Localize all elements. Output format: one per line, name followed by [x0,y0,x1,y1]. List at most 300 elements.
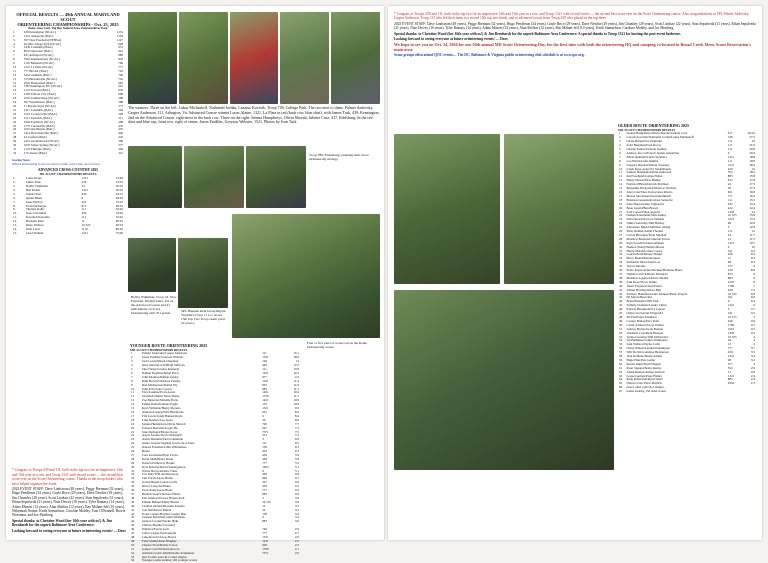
time-cell: 3:5 [294,503,299,508]
time-cell: 4:7 [750,322,755,327]
name-cell: Mason Stevenson/Owen Reinhardt [626,193,671,198]
name-cell: Dale Lucas [25,226,41,231]
time-cell: 3:5 [750,350,755,355]
name-cell: Will Da Silva/Andrea Henderson [626,350,669,355]
unit-cell: 111 [81,215,87,220]
unit-cell: 883 [262,386,267,391]
place-cell: 24 [13,119,17,124]
unit-cell: 422 [81,199,87,204]
unit-cell: 10 325 [727,291,737,296]
time-cell: 18:0 [293,355,299,360]
time-cell: 4:2 [294,488,299,493]
name-cell: Chase Bergan/Joe Engblom [626,139,662,144]
place-cell: 7. [13,199,16,204]
unit-cell: 10 125 [262,499,271,504]
place-cell: 23 [619,217,623,222]
unit-cell: 111 [81,207,87,212]
older-results [618,124,756,394]
results-page-right [388,6,762,540]
time-cell: 11:4 [293,378,299,383]
place-cell: 8 [13,57,15,62]
name-cell: Zachary Hamiltons/Jake Johnson/Mark Vergara [626,291,688,296]
unit-cell: 1221 Cockeysville (BAC) [23,111,58,116]
unit-cell: 432 [262,449,267,454]
place-cell: 2. [13,180,16,185]
name-cell: Alden Remax/Aimee Jackson [626,369,665,374]
place-cell: 44 [619,299,623,304]
place-cell: 31 [619,248,623,253]
unit-cell: 98 [727,221,731,226]
place-cell: 48 [619,314,623,319]
name-cell: Walter Berry/Andrew Fauls [141,468,178,473]
time-cell [742,390,756,394]
scoring-notes [12,159,124,167]
place-cell: 28 [131,456,135,461]
time-cell: 3:7 [750,346,755,351]
place-cell: 24 [619,221,623,226]
place-cell: 27 [619,232,623,237]
unit-cell: 1125 Bethesda (NCAC) [23,61,55,66]
place-cell: 48 [131,534,135,539]
unit-cell: 1321 [262,406,269,411]
unit-cell: 1421 [262,398,269,403]
left-bottom-text [12,468,128,534]
time-cell: 9 [753,264,755,269]
time-cell: 48:30 [115,195,123,200]
unit-cell: 601 [727,189,733,194]
name-cell: Younger teams totaling 192 younger scouts [141,558,198,563]
place-cell: 33 [619,256,623,261]
name-cell: Kyle Sewell/Jordan Gallahan [626,240,664,245]
time-cell: 4 [753,338,755,343]
unit-cell: 1114 Towson (BAC) [23,88,51,93]
place-cell: 9 [13,61,15,66]
name-cell: Patrick O'Brien/Derrick Perlman [626,182,669,187]
time-cell: 511 [118,115,123,120]
time-cell: 8:0 [294,417,299,422]
place-cell: 27 [13,131,17,136]
unit-cell: 1321 [81,176,88,181]
time-cell: 12:8 [749,221,755,226]
hope-line: We hope to see you on Oct. 24, 2026 for our 50th annual MD Scout Orienteering Day, for the first time with both the orienteering HQ and camping co-located in Broad Creek Mem. Scout Reservation's main area. [394,42,752,53]
time-cell: 10:9 [293,398,299,403]
table-row [618,390,756,394]
place-cell: 34 [131,480,135,485]
name-cell: Ryan Williams/Henry Moreno [141,406,181,411]
name-cell: Nathan Pagliaro/Julian Polcy [141,370,180,375]
time-cell: 3:9 [294,495,299,500]
unit-cell: 397 Westminster (BAC) [23,100,55,105]
name-cell: John Erby/Gabe Gyson [141,386,172,391]
name-cell: Benjamin Fitzgerald/Winslow Wachtel [626,186,677,191]
place-cell: 43 [131,515,135,520]
place-cell: 14 [619,182,623,187]
place-cell: 4. [13,187,16,192]
unit-cell: 100 Glen Burnie (BAC) [23,127,55,132]
time-cell: 3:2 [294,511,299,516]
unit-cell: 9 [262,468,264,473]
place-cell: 49 [131,538,135,543]
unit-cell: 327 [262,480,267,485]
time-cell: 54:02 [115,211,123,216]
unit-cell: 777 [262,460,267,465]
place-cell: 54 [619,338,623,343]
place-cell: 30 [131,464,135,469]
winners-photo-strip [128,12,380,104]
unit-cell: 777 [262,531,267,536]
unit-cell: 439 [262,472,267,477]
time-cell: 2:8 [750,369,755,374]
time-cell [284,559,300,563]
name-cell: Brendan Kent [25,219,44,224]
time-cell: 8:6 [294,409,299,414]
name-cell: Alex Antonucci/William Sullivan [141,363,185,368]
time-cell: 3:2 [294,515,299,520]
time-cell: 17:8 [749,178,755,183]
name-cell: Palmer Sadovsky/Casper Anderson [141,351,187,356]
name-cell: plus 6 other pairs & 3 singles [626,385,664,390]
name-cell: Andrew Zucco/Everett Jaeden Ackerman [626,150,680,155]
name-cell: Kyle Roberts/David Vandegriesen [141,464,186,469]
time-cell: 432 [118,135,123,140]
place-cell: 26 [13,127,17,132]
name-cell: Jeremiah Shulla/Tolen Thatse [141,394,180,399]
time-cell: 5:1 [294,468,299,473]
unit-cell: 10 325 [727,334,737,339]
unit-cell: 777 [727,193,733,198]
place-cell: 5. [13,191,16,196]
unit-cell: 24 [81,184,85,188]
unit-cell: 855 Edgewater (BAC) [23,49,53,54]
name-cell: Sam Rose/Victor Kumo [626,279,657,284]
time-cell: 2:9 [750,365,755,370]
place-cell: 37 [131,492,135,497]
name-cell: Luke Revetts/Lucas Hayes [141,534,177,539]
name-cell: Caleb Rose-Acker/Ty Seidenbaum [626,166,671,171]
bottom-thanks: Special thanks: to Christine Wood (her 16th year with us!) & Jim Bernhardt for the superb Baltimore Area Conference. [12,518,112,528]
unit-cell: 3 [262,437,264,442]
name-cell: Ruth Brown/Charlotte Paulley [141,378,181,383]
place-cell: 20 [619,205,623,210]
unit-cell: 111 [727,143,733,148]
time-cell: 818 [118,57,123,62]
name-cell: Aaron Hawkins/Jared Glenderin [141,437,184,442]
place-cell: 12 [619,174,623,179]
time-cell: 540 [118,107,123,112]
place-cell: 1 [619,131,621,136]
name-cell: Sienna Humphreys/Olivia Shavalt/Juliette Cruz [626,131,688,136]
time-cell: 11:1 [293,386,299,391]
bottom-signoff: Looking forward to seeing everyone at future orienteering events! — Dave [12,528,126,533]
name-cell: Matthew Bostian/Cameron Torres [626,236,670,241]
unit-cell: 44 Crofton (BAC) [23,135,48,140]
unit-cell [727,390,743,394]
time-cell: 3 [753,361,755,366]
unit-cell: 1439 Columbia (BAC) [23,45,53,50]
name-cell: Louis Kraus [25,176,42,181]
time-cell: 498 [118,119,123,124]
name-cell: plus 8 other pairs & 2 other singles [141,554,187,559]
place-cell: 11 [13,68,17,73]
time-cell: 15:4 [749,201,755,206]
time-cell: 777 [118,64,123,69]
unit-cell: 10 125 [727,314,737,319]
name-cell: Ezra Koskina/Evan Aaron [141,390,176,395]
place-cell: 9. [13,207,16,212]
unit-cell: 439 [727,166,733,171]
name-cell: June Dymond/Eliana Dover [141,429,178,434]
time-cell: 4:7 [294,476,299,481]
name-cell: Ronan Dunn/Noah Wagner [626,361,662,366]
unit-cell: 1450 [727,330,735,335]
name-cell: Jack Lewis/Marek Chapman [141,359,179,364]
place-cell: 15 [13,84,17,89]
time-cell: 36:32 [115,187,123,192]
unit-cell: 3 [727,225,730,230]
time-cell: 2:2 [294,374,299,379]
name-cell: Eli Paul/Glen Adamson [626,314,657,319]
place-cell: 13 [619,178,623,183]
name-cell: Leo Harris/Liam Jenkins [626,158,659,163]
time-cell: 399 [118,139,123,144]
table-row [12,232,124,236]
name-cell: Sienna Humphreys/Olivia Shavalt [141,421,186,426]
unit-cell: 777 [262,488,267,493]
troop-883-caption: Troop 883, Eldersburg, planning their Score Orienteering strategy. [308,152,378,162]
place-cell: 26 [619,229,623,234]
place-cell: 30 [13,143,17,148]
place-cell: 64 [619,377,623,382]
notes-body: Official Orienteering Scores are based on time, point value, and accuracy. [12,161,101,166]
time-cell: 528 [118,111,123,116]
place-cell: 65 [619,381,623,386]
place-cell: 2 [619,135,621,140]
time-cell: 16:4 [749,193,755,198]
name-cell: Jakari Ferguson/Juan Pierre [626,283,662,288]
time-cell: 2:4 [750,373,755,378]
place-cell: 17 [131,413,135,418]
time-cell: 36:19 [115,184,123,188]
time-cell: 5:9 [294,452,299,457]
name-cell: Andre Jostons/Stephen Garcia de la Pena [141,441,195,446]
troop-photo-right [246,146,306,208]
time-cell: 2:6 [294,534,299,539]
name-cell: Carter Johnson/Lucas Walker [626,322,665,327]
header-line-3: Balto. Area Conf. Tug Bay Natural Area, Patuxent River Park [28,26,108,30]
advanced-sub: MS. SCOUT CHAMPIONSHIPS RESULTS [39,172,97,177]
time-cell: 5 [753,314,755,319]
place-cell: 13 [131,398,135,403]
unit-cell: 24 [727,182,731,187]
time-cell: 13:3 [749,217,755,222]
time-cell: 23:55 [115,180,123,185]
header-line-2: ORIENTEERING CHAMPIONSHIPS - Oct. 25, 2025 [17,22,119,27]
name-cell: Katherine Shaw/Liam Lee [626,260,661,265]
time-cell: 18:8 [749,154,755,159]
time-cell: 10 [751,244,755,249]
name-cell: Matthew Leppla/Andrew Hadley [626,275,669,280]
unit-cell: 1450 [727,209,735,214]
place-cell: 1. [13,176,16,181]
name-cell: Kiran Shah/Henry Kuok [141,456,174,461]
unit-cell: 377 [727,264,733,269]
place-cell: 8 [619,158,621,163]
place-cell: 30 [619,244,623,249]
name-cell: Jackson Macklin/Callan Williams [141,515,185,520]
winners-photo-3 [230,12,279,104]
unit-cell: 1780 [727,283,735,288]
name-cell: Noah Conner/Hayden Conner Hue [141,511,187,516]
unit-cell: 521 [262,433,267,438]
place-cell: 33 [131,476,135,481]
time-cell: 9:2 [750,248,755,253]
time-cell: 6:4 [750,299,755,304]
unit-cell: 1221 [727,162,735,167]
time-cell: 4:9 [294,472,299,477]
time-cell: 5:5 [750,311,755,316]
right-congrats: * Congrats to Troops 439 and 111, both in the top two for an impressive 14th and 15th year in a row, and Troop 1321 with record scores — the second best score ever on the Score Orienteering course. Also congratulations to SPL Palmer Sadovsky, Casper Anderson, Troop 111 who led their team to a record 15th top two finish, and to advanced scouts from Troop 439 who placed in the top three. [394,12,750,21]
bobby-caption: Bobby Wuhrman, Troop 24, New Freedom, Pennsylvania, 3rd on the Advanced Course and #1 individually on Score Orienteering with 351 points. [131,295,177,316]
unit-cell: 24 [727,232,731,237]
time-cell: 19 [751,166,755,171]
time-cell: 12:8 [749,225,755,230]
older-results-table [618,132,756,394]
place-cell: 42 [619,291,623,296]
place-cell: 51 [619,326,623,331]
place-cell: 10 [131,386,135,391]
unit-cell: 1321 [262,534,269,539]
place-cell: 41 [619,287,623,292]
unit-cell: 111 [262,441,267,446]
name-cell: Emma Radwill/Alana Eggle [141,402,178,407]
time-cell: 20:4 [749,150,755,155]
name-cell: James Turk [25,180,41,185]
place-cell: 23 [131,437,135,442]
unit-cell [261,559,284,563]
place-cell: 19 [13,100,17,105]
unit-cell: 1750 [262,394,269,399]
time-cell: 7:5 [294,429,299,434]
name-cell: Evan Kirtberger [25,203,47,208]
place-cell: 21 [13,107,17,112]
unit-cell: 439 [727,268,733,273]
name-cell: Aaron Luckie/Jacob O'Donnell [141,433,182,438]
place-cell: 28 [619,236,623,241]
place-cell: 32 [13,150,17,155]
name-cell: Anderson Stapp/Will Hawthorne [141,409,184,414]
place-cell: 44 [131,519,135,524]
time-cell: 15:1 [293,351,299,356]
time-cell: 2:3 [750,381,755,386]
right-photo-3 [394,290,614,470]
place-cell: 62 [619,369,623,374]
name-cell: Ben Parker [25,187,41,192]
unit-cell: 1451 Germantown (NCAC) [23,139,60,144]
name-cell: Jane Farris/Lucas Butler [141,476,174,481]
name-cell: Lillian Hosting/Oliver Biel [626,287,662,292]
place-cell: 3. [13,184,16,188]
name-cell: Alex Cruz/Theo Torres/Alex Rivera [626,189,673,194]
name-cell: Jackie Greenlee/Will McDonald [626,334,668,339]
unit-cell: 191 [727,295,733,300]
unit-cell: 977 [262,374,267,379]
place-cell: 14. [13,226,17,231]
time-cell: 880 [118,53,123,58]
name-cell: Charles Bradley/Courtney [141,523,176,528]
time-cell: 6:5 [294,441,299,446]
name-cell: Ryan Robertson/Ryan Smart [626,377,663,382]
unit-cell: 439 [727,287,733,292]
bottom-congrats: * Congrats to Troops 439 and 111, both in the top two for an impressive 14th and 15th year in a row, and Troop 1321 with record scores — the second best score ever on the Score Orienteering course. Thanks to the troop leaders who have helped organize the event. [12,468,124,486]
time-cell: 50:40 [115,207,123,212]
unit-cell: 6350 [727,381,735,386]
unit-cell: 883 [262,519,267,524]
name-cell: Eli Myers/Beau Rei [626,295,652,300]
time-cell: 2:7 [294,531,299,536]
unit-cell: 647 [262,425,267,430]
time-cell: 4:5 [750,326,755,331]
unit-cell: 6 [262,413,264,418]
name-cell: Kobi Bergman/Ford Rocca [626,143,662,148]
unit-cell: 439 [727,350,733,355]
place-cell: 32 [131,472,135,477]
name-cell: Jake Farley/Connor Kennedy [141,367,180,372]
place-cell: 11 [619,170,623,175]
name-cell: Patricia Beaumont/Ivy Lipson [626,307,665,312]
name-cell: Owen Wilson/Landon Pennington [626,346,670,351]
unit-cell: 515 Burtonsville (NCAC) [23,76,57,81]
time-cell: 12:5 [293,363,299,368]
time-cell: 598 [118,96,123,101]
name-cell: Ryan Spiegel/Justin Kenny [626,365,662,370]
time-cell: 7:2 [294,433,299,438]
time-cell: 55:42 [115,215,123,220]
unit-cell: 439 [727,252,733,257]
place-cell: 11. [13,215,17,220]
place-cell: 51 [131,546,135,551]
advanced-header: ADVANCED CROSS-COUNTRY 2025 [37,168,99,173]
time-cell: 48:52 [115,203,123,208]
unit-cell: 883 [727,275,733,280]
place-cell: 27 [131,452,135,457]
name-cell: Hudson Wang/Nathan Morris [626,244,665,249]
unit-cell: 883 [727,377,733,382]
name-cell: Emmet Bekten/Emily Busser [141,499,180,504]
place-cell: 7 [131,374,133,379]
name-cell: Henry Marsh/Conner Geary [626,248,663,253]
unit-cell: 1321 [727,303,735,308]
place-cell: 7 [13,53,15,58]
unit-cell: 7371 [262,550,269,555]
name-cell: Kavakali Kazandu [25,215,50,220]
time-cell: 716 [118,76,123,81]
time-cell: 18:5 [749,170,755,175]
name-cell: Gavin Hogan/Colten Crofts [141,480,178,485]
time-cell: 7:7 [294,421,299,426]
place-cell: 35 [619,264,623,269]
time-cell: 921 [118,49,123,54]
name-cell: Ian Freedland/Joshua Fisher [626,174,663,179]
unit-cell: 1001 [727,326,735,331]
name-cell: Brandon Greenstein/Alton Sedewitz [626,197,673,202]
unit-cell: 790 [262,421,267,426]
unit-cell: 1321 [262,378,269,383]
place-cell: 20 [131,425,135,430]
time-cell: 1136 [116,33,123,38]
name-cell: Jarrod Tetrains [626,264,646,269]
unit-cell: 1001 Hampstead (BAC) [23,80,55,85]
place-cell: 41 [131,507,135,512]
